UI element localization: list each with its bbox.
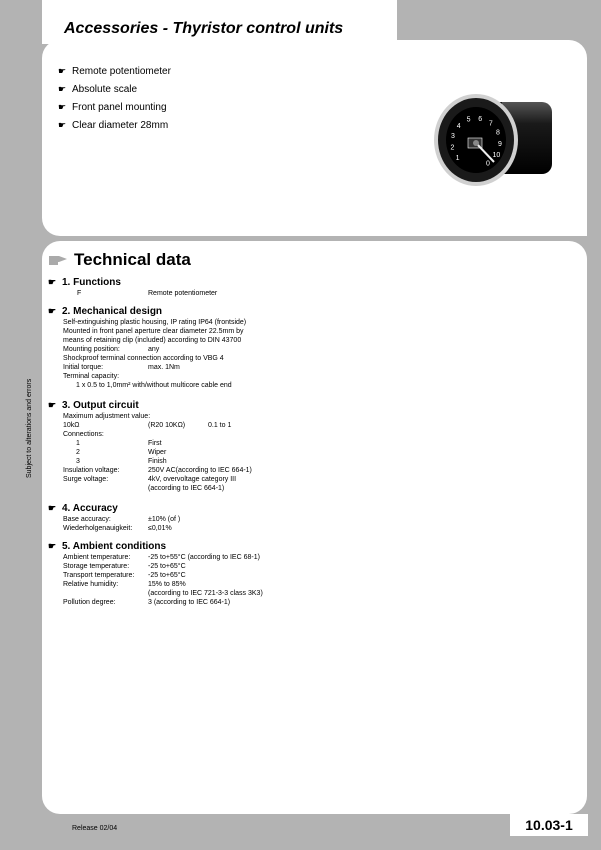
release-label: Release 02/04	[72, 825, 118, 832]
table-row: 10kΩ (R20 10KΩ) 0.1 to 1	[63, 422, 232, 429]
pointing-hand-icon: ☛	[48, 541, 57, 551]
section-heading: ☛ 1. Functions	[48, 277, 121, 288]
list-item: ☛ Front panel mounting	[58, 101, 167, 113]
text-line: Connections:	[63, 431, 104, 438]
pointing-hand-icon: ☛	[58, 101, 67, 112]
text-line: Maximum adjustment value:	[63, 413, 151, 420]
dial-number: 2	[450, 144, 455, 152]
output-section	[48, 400, 252, 493]
dial-number: 10	[492, 152, 501, 160]
table-row: 1 First	[76, 440, 162, 447]
pointing-hand-icon: ☛	[58, 65, 67, 76]
technical-data-heading: Technical data	[48, 250, 191, 270]
table-row: Initial torque: max. 1Nm	[63, 364, 180, 371]
text-line: Mounted in front panel aperture clear diameter 22.5mm by	[63, 328, 244, 335]
text-line: Terminal capacity:	[63, 373, 120, 380]
table-row: 3 Finish	[76, 458, 167, 465]
mechanical-section	[48, 306, 246, 390]
text-line: Shockproof terminal connection according to VBG 4	[63, 355, 224, 362]
pointing-hand-icon: ☛	[48, 503, 57, 513]
potentiometer-image	[432, 88, 556, 192]
section-heading: ☛ 3. Output circuit	[48, 400, 139, 411]
pointing-hand-icon: ☛	[48, 400, 57, 410]
dial-number: 9	[497, 141, 502, 149]
dial-number: 1	[455, 154, 460, 162]
table-row: Mounting position: any	[63, 346, 160, 353]
dial-number: 0	[486, 160, 490, 168]
functions-section	[48, 277, 217, 298]
disclaimer-text: Subject to alterations and errors	[26, 378, 33, 478]
dial-number: 3	[450, 132, 455, 140]
pointing-hand-icon	[48, 253, 68, 267]
list-item: ☛ Absolute scale	[58, 83, 138, 95]
dial-number: 7	[488, 120, 493, 128]
table-row: Storage temperature: -25 to+65°C	[63, 563, 186, 570]
table-row: (according to IEC 721-3-3 class 3K3)	[148, 590, 263, 597]
table-row: Base accuracy: ±10% (of )	[63, 516, 181, 523]
dial-number: 4	[456, 122, 461, 130]
text-line: means of retaining clip (included) according to DIN 43700	[63, 337, 242, 344]
list-item: ☛ Remote potentiometer	[58, 65, 171, 77]
dial-number: 8	[495, 129, 500, 137]
table-row: Transport temperature: -25 to+65°C	[63, 572, 186, 579]
table-row: F Remote potentiometer	[77, 290, 218, 297]
feature-list	[58, 62, 171, 134]
table-row: Pollution degree: 3 (according to IEC 664-1)	[63, 599, 231, 606]
table-row: (according to IEC 664-1)	[148, 485, 225, 492]
table-row: Wiederholgenauigkeit: ≤0,01%	[63, 525, 172, 532]
pointing-hand-icon: ☛	[48, 306, 57, 316]
table-row: Ambient temperature: -25 to+55°C (according to IEC 68-1)	[63, 554, 260, 561]
ambient-section	[48, 541, 263, 607]
text-line: 1 x 0.5 to 1,0mm² with/without multicore cable end	[76, 382, 232, 389]
section-heading: ☛ 5. Ambient conditions	[48, 541, 167, 552]
table-row: Relative humidity: 15% to 85%	[63, 581, 186, 588]
pointing-hand-icon: ☛	[48, 277, 57, 287]
pointing-hand-icon: ☛	[58, 83, 67, 94]
section-heading: ☛ 2. Mechanical design	[48, 306, 163, 317]
table-row: 2 Wiper	[76, 449, 167, 456]
table-row: Insulation voltage: 250V AC(according to IEC 664-1)	[63, 467, 252, 474]
table-row: Surge voltage: 4kV, overvoltage category III	[63, 476, 237, 483]
dial-number: 6	[478, 115, 483, 123]
list-item: ☛ Clear diameter 28mm	[58, 119, 169, 131]
dial-number: 5	[466, 116, 471, 124]
section-heading: ☛ 4. Accuracy	[48, 503, 118, 514]
accuracy-section	[48, 503, 180, 533]
page-number: 10.03-1	[510, 814, 588, 836]
page-title: Accessories - Thyristor control units	[64, 20, 344, 37]
text-line: Self-extinguishing plastic housing, IP rating IP64 (frontside)	[63, 319, 247, 326]
pointing-hand-icon: ☛	[58, 119, 67, 130]
